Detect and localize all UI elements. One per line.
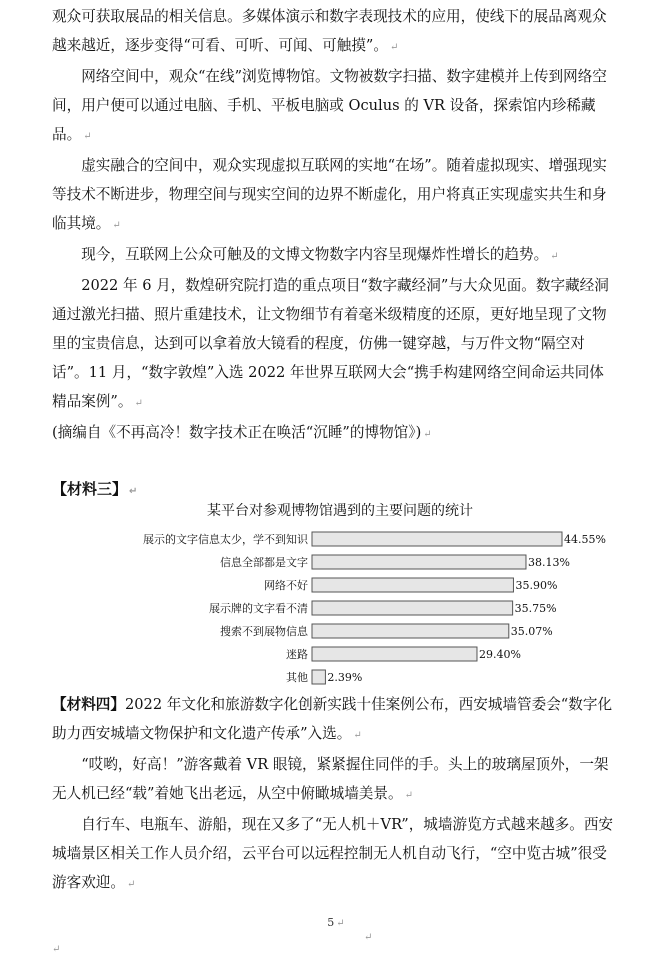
chart (100, 500, 606, 690)
paragraph-mark: ↵ (390, 42, 399, 53)
chart-category-label: 展示的文字信息太少，学不到知识 (143, 533, 308, 546)
paragraph-mark: ↵ (83, 131, 92, 142)
chart-category-label: 网络不好 (264, 579, 308, 592)
paragraph-mark: ↵ (112, 220, 121, 231)
material4-heading: 【材料四】 (52, 696, 125, 713)
chart-bar (312, 578, 513, 592)
paragraph-5: 2022 年 6 月，数煌研究院打造的重点项目“数字藏经洞”与大众见面。数字藏经洞通过激光扫描、照片重建技术，让文物细节有着毫米级精度的还原，更好地呈现了文物里的宝贵信息，达到可以拿着放大镜看的程度，仿佛一键穿越，与万件文物“隔空对话”。11 月，“数字敦煌”入选 2022 年世界互联网大会“携手构建网络空间命运共同体精品案例”。 ↵ (52, 277, 609, 410)
bar-chart-svg (100, 522, 606, 692)
chart-value-label: 35.07% (510, 625, 553, 638)
chart-value-label: 29.40% (478, 648, 521, 661)
paragraph-4: 现今，互联网上公众可触及的文博文物数字内容呈现爆炸性增长的趋势。 ↵ (81, 246, 559, 263)
chart-category-label: 展示牌的文字看不清 (209, 602, 308, 615)
paragraph-2: 网络空间中，观众“在线”浏览博物馆。文物被数字扫描、数字建模并上传到网络空间，用户便可以通过电脑、手机、平板电脑或 Oculus 的 VR 设备，探索馆内珍稀藏品。 ↵ (52, 68, 607, 143)
chart-bar (312, 624, 509, 638)
paragraph-3: 虚实融合的空间中，观众实现虚拟互联网的实地“在场”。随着虚拟现实、增强现实等技术不断进步，物理空间与现实空间的边界不断虚化，用户将真正实现虚实共生和身临其境。 ↵ (52, 157, 607, 232)
chart-bar (312, 532, 562, 546)
chart-category-label: 迷路 (286, 648, 308, 661)
paragraph-mark: ↵ (404, 790, 413, 801)
chart-value-label: 35.90% (515, 579, 558, 592)
paragraph-mark: ↵ (126, 879, 136, 890)
chart-category-label: 信息全部都是文字 (220, 556, 308, 569)
chart-value-label: 35.75% (514, 602, 557, 615)
material3-heading: 【材料三】 ↵ (52, 480, 138, 498)
paragraph-mark: ↵ (134, 398, 143, 409)
paragraph-mark: ↵ (336, 918, 345, 929)
chart-value-label: 38.13% (527, 556, 570, 569)
chart-title: 某平台对参观博物馆遇到的主要问题的统计 (207, 503, 473, 519)
chart-bar (312, 647, 477, 661)
page-number: 5 (327, 916, 335, 929)
chart-bar (312, 670, 325, 684)
text-block-top (52, 2, 618, 449)
paragraph-1: 观众可获取展品的相关信息。多媒体演示和数字表现技术的应用，使线下的展品离观众越来越近，逐步变得“可看、可听、可闻、可触摸”。 ↵ (52, 8, 607, 54)
paragraph-mark: ↵ (129, 486, 138, 497)
chart-value-label: 44.55% (564, 533, 606, 546)
chart-category-label: 搜索不到展物信息 (220, 625, 308, 638)
paragraph-mark: ↵ (364, 932, 373, 943)
paragraph-mark: ↵ (550, 251, 559, 262)
source-line: (摘编自《不再高冷！数字技术正在唤活“沉睡”的博物馆》) ↵ (52, 424, 432, 441)
paragraph-mark: ↵ (353, 730, 362, 741)
paragraph-mark: ↵ (423, 429, 432, 440)
page-footer (0, 916, 672, 929)
text-block-bottom (52, 690, 618, 899)
material4-paragraph: 【材料四】2022 年文化和旅游数字化创新实践十佳案例公布，西安城墙管委会“数字化助力西安城墙文物保护和文化遗产传承”入选。 ↵ (52, 696, 613, 742)
chart-bar (312, 555, 526, 569)
paragraph-7: 自行车、电瓶车、游船，现在又多了“无人机＋VR”，城墙游览方式越来越多。西安城墙景区相关工作人员介绍，云平台可以远程控制无人机自动飞行，“空中览古城”很受游客欢迎。 ↵ (52, 816, 614, 891)
chart-bar (312, 601, 513, 615)
paragraph-mark: ↵ (52, 944, 61, 955)
chart-value-label: 2.39% (327, 671, 363, 684)
paragraph-6: “哎哟，好高！”游客戴着 VR 眼镜，紧紧握住同伴的手。头上的玻璃屋顶外，一架无人机已经“载”着她飞出老远，从空中俯瞰城墙美景。 ↵ (52, 756, 609, 802)
chart-category-label: 其他 (286, 671, 308, 684)
